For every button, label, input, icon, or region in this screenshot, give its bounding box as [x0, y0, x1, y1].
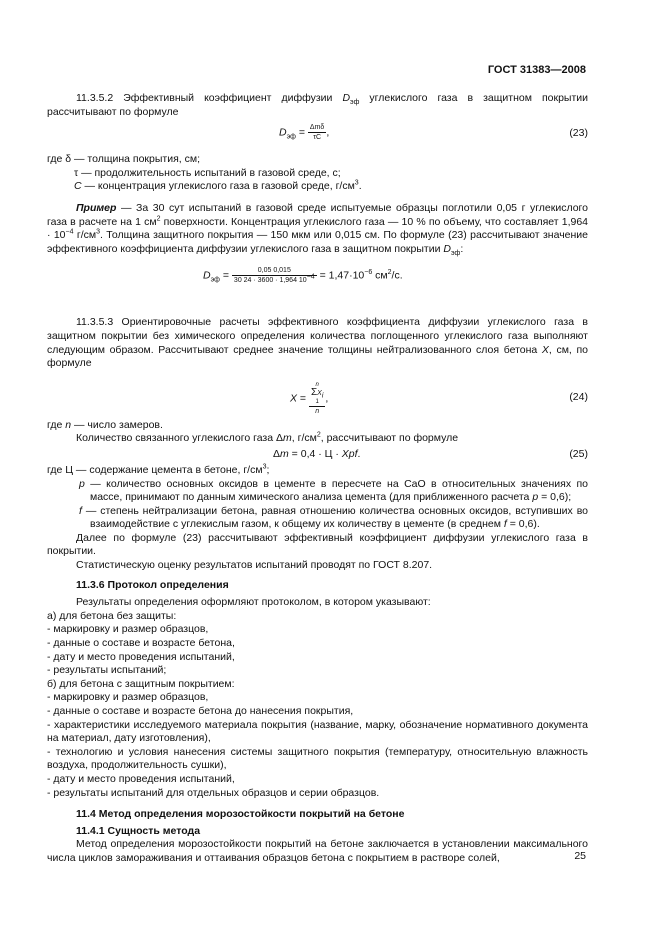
- protocol-intro: Результаты определения оформляют протоколом, в котором указывают:: [76, 596, 431, 609]
- formula-23-fraction: $\frac{\text{Δmδ}}{\tau C}$: [309, 124, 325, 142]
- paragraph-11-3-5-2: 11.3.5.2 Эффективный коэффициент диффузии $D_{эф}$ углекислого газа в защитном покрытии рассчитывают по формуле: [47, 92, 588, 118]
- standard-header: ГОСТ 31383—2008: [487, 64, 586, 76]
- formula-24: X = n $\Sigma X_i$ 1 n , (24): [290, 381, 588, 415]
- list-item: - результаты испытаний для отдельных образцов и серии образцов.: [47, 786, 380, 799]
- formula-number: (23): [569, 127, 588, 140]
- formula-number: (24): [569, 390, 588, 403]
- where-delta: где δ — толщина покрытия, см;: [47, 153, 200, 166]
- formula-24-fraction: n $\Sigma X_i$ 1 n: [310, 381, 324, 415]
- bound-co2-text: Количество связанного углекислого газа Δm, $г/см^2$, рассчитывают по формуле: [76, 431, 459, 445]
- example-calculation: $D_{эф}$ = $\frac{0,05 0,015}{30 24 \cdot 3600 \cdot 1,964 10^{-4}}$ = $1,47\cdot 10^{-6}$ $см^2/с$.: [203, 267, 403, 285]
- then-text: Далее по формуле (23) рассчитывают эффективный коэффициент диффузии углекислого газа в покрытии.: [47, 531, 588, 558]
- where-tau: τ — продолжительность испытаний в газовой среде, с;: [74, 166, 341, 179]
- where-n: где n — число замеров.: [47, 418, 163, 431]
- list-item: - маркировку и размер образцов,: [47, 691, 209, 704]
- list-item: - характеристики исследуемого материала покрытия (название, марку, обозначение нормативного документа на материал, дату изготовления),: [47, 718, 588, 745]
- formula-number: (25): [569, 447, 588, 460]
- where-f: f — степень нейтрализации бетона, равная отношению количества основных оксидов, вступивших во взаимодействие с углекислым газом, к общему их количеству в цементе (в среднем f = 0,6).: [79, 504, 588, 531]
- calculation-fraction: $\frac{0,05 0,015}{30 24 \cdot 3600 \cdot 1,964 10^{-4}}$: [233, 267, 315, 285]
- where-p: p — количество основных оксидов в цементе в пересчете на CaO в относительных значениях по массе, принимают по данным химического анализа цемента (для приближенного расчета p = 0,6);: [79, 477, 588, 504]
- list-item: - дату и место проведения испытаний,: [47, 772, 235, 785]
- statistics-text: Статистическую оценку результатов испытаний проводят по ГОСТ 8.207.: [76, 559, 433, 572]
- section-11-4-title: 11.4 Метод определения морозостойкости покрытий на бетоне: [76, 808, 405, 821]
- where-cement: где Ц — содержание цемента в бетоне, $г/см^3$;: [47, 463, 270, 476]
- group-b-title: б) для бетона с защитным покрытием:: [47, 677, 235, 690]
- section-11-3-6-title: 11.3.6 Протокол определения: [76, 578, 229, 591]
- page-number: 25: [574, 850, 586, 862]
- page-body: [47, 92, 588, 866]
- group-b-list: [47, 691, 588, 800]
- group-a-list: [47, 623, 588, 677]
- list-item: - дату и место проведения испытаний,: [47, 650, 235, 663]
- list-item: - данные о составе и возрасте бетона до нанесения покрытия,: [47, 705, 354, 717]
- group-a-title: а) для бетона без защиты:: [47, 609, 177, 622]
- formula-25: Δm = 0,4 · Ц · Xpf. (25): [273, 447, 588, 460]
- list-item: - технологию и условия нанесения системы защитного покрытия (температуру, относительную влажность воздуха, продолжительность сушки),: [47, 745, 588, 772]
- list-item: - маркировку и размер образцов,: [47, 623, 209, 636]
- where-c: C — концентрация углекислого газа в газовой среде, $г/см^3$.: [74, 179, 362, 193]
- section-11-4-1-title: 11.4.1 Сущность метода: [76, 824, 201, 837]
- formula-23: $D_{эф}$ = $\frac{\text{Δmδ}}{\tau C}$ , (23): [279, 124, 588, 142]
- paragraph-11-3-5-3: 11.3.5.3 Ориентировочные расчеты эффективного коэффициента диффузии углекислого газа в защитном покрытии без химического определения количества поглощенного углекислого газа выполняют следующим образом. Рассчитывают среднее значение толщины нейтрализованного слоя бетона X, см, по формуле: [47, 316, 588, 370]
- list-item: - данные о составе и возрасте бетона,: [47, 637, 235, 650]
- example-paragraph: Пример — За 30 сут испытаний в газовой среде испытуемые образцы поглотили 0,05 г углекислого газа в расчете на 1 $см^2$ поверхности. Концентрация углекислого газа — 10 % по объему, что составляет $1,964 \cdot 10^{-4}$ $г/см^3$. Толщина защитного покрытия — 150 мкм или 0,015 см. По формуле (23) рассчитывают значение эффективного коэффициента диффузии углекислого газа в защитном покрытии $D_{эф}$:: [47, 201, 589, 257]
- list-item: - результаты испытаний;: [47, 664, 167, 677]
- section-11-4-1-text: Метод определения морозостойкости покрытий на бетоне заключается в установлении максимального числа циклов замораживания и оттаивания образцов бетона с покрытием в растворе солей,: [47, 838, 588, 864]
